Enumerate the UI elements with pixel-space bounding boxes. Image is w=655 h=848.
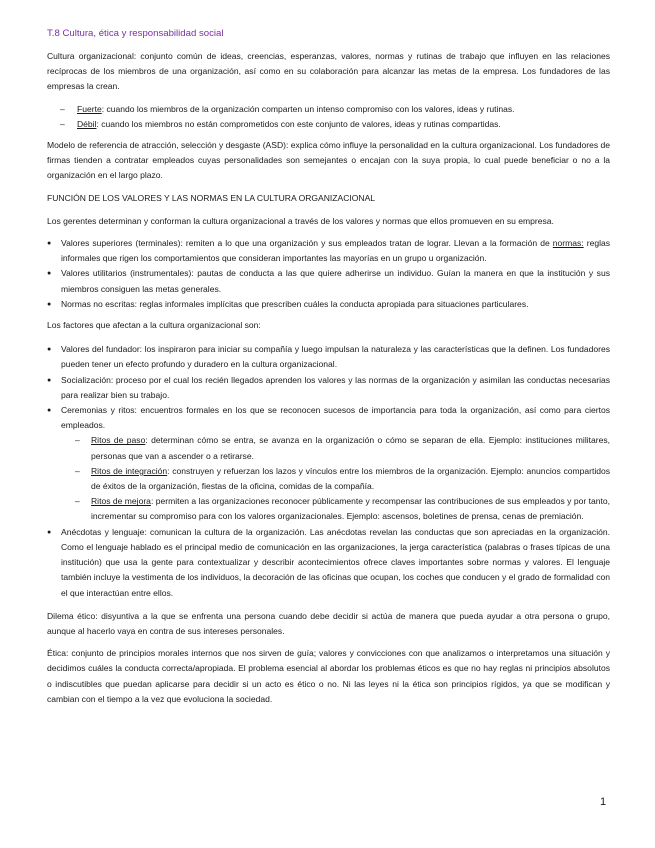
list-item — [61, 494, 610, 524]
definition-text: Ceremonias y ritos: encuentros formales en los que se reconocen sucesos de importancia para toda la organización, así como para ciertos empleados. — [61, 405, 610, 431]
list-item — [47, 236, 610, 266]
managers-paragraph: Los gerentes determinan y conforman la cultura organizacional a través de los valores y normas que ellos promueven en su empresa. — [47, 215, 554, 226]
list-item: ● Socialización: proceso por el cual los recién llegados aprenden los valores y las normas de la organización y asimilan las conductas necesarias para realizar bien su trabajo. — [47, 373, 610, 403]
list-item — [61, 464, 610, 494]
intro-paragraph: Cultura organizacional: conjunto común de ideas, creencias, esperanzas, valores, normas y rutinas de trabajo que influyen en las relaciones recíprocas de los miembros de una organización, así como en su colaboración para alcanzar las metas de la empresa. Los fundadores de las empresas la crean. — [47, 51, 610, 92]
term-norms: normas: — [552, 238, 584, 249]
list-item — [47, 403, 610, 525]
values-list — [47, 236, 610, 312]
term-weak: Débil — [77, 118, 97, 129]
term-strong: Fuerte — [77, 103, 102, 114]
definition-text: reglas informales que rigen los comportamientos que consideran importantes las mayorías en un grupo u organización. — [61, 238, 611, 264]
list-item: ● Valores del fundador: los inspiraron para iniciar su compañía y luego impulsan la naturaleza y las características que la definen. Los fundadores pueden tener un efecto profundo y duradero en la cultura organizacional. — [47, 342, 610, 372]
rites-list — [61, 433, 610, 524]
list-item — [47, 102, 610, 117]
definition-text: : determinan cómo se entra, se avanza en la organización o cómo se separan de ella. Ejemplo: instituciones militares, personas que van a ascender o a retirarse. — [91, 435, 610, 461]
factors-list — [47, 342, 610, 600]
list-item — [47, 117, 610, 132]
culture-types-list — [47, 102, 610, 132]
section-heading: FUNCIÓN DE LOS VALORES Y LAS NORMAS EN LA CULTURA ORGANIZACIONAL — [47, 192, 376, 203]
term-rites-integration: Ritos de integración — [91, 465, 168, 476]
term-rites-passage: Ritos de paso — [91, 435, 146, 446]
list-item — [61, 433, 610, 463]
asd-paragraph: Modelo de referencia de atracción, selección y desgaste (ASD): explica cómo influye la personalidad en la cultura organizacional. Los fundadores de firmas tienden a contratar empleados cuyas personalidades son semejantes o encajan con la suya propia, lo cual puede beneficiar o no a la organización en el largo plazo. — [47, 140, 610, 181]
dilemma-paragraph: Dilema ético: disyuntiva a la que se enfrenta una persona cuando debe decidir si actúa de manera que pueda ayudar a otra persona o grupo, aunque al hacerlo vaya en contra de sus intereses personales. — [47, 610, 610, 636]
definition-text: : cuando los miembros de la organización comparten un intenso compromiso con los valores, ideas y rutinas. — [101, 103, 515, 114]
page-number: 1 — [600, 796, 607, 808]
ethics-paragraph: Ética: conjunto de principios morales internos que nos sirven de guía; valores y convicciones con que analizamos o interpretamos una situación y decidimos cuáles la conducta correcta/apropiada. El problema esencial al abordar los problemas éticos es que no hay reglas ni principios absolutos o indiscutibles que puedan aplicarse para decidir si un acto es ético o no. Ni las leyes ni la ética son principios rígidos, ya que se modifican y cambian con el tiempo a la vez que evoluciona la sociedad. — [47, 648, 610, 704]
list-item: ● Anécdotas y lenguaje: comunican la cultura de la organización. Las anécdotas revelan las conductas que son apreciadas en la organización. Como el lenguaje hablado es el principal medio de comunicación en las organizaciones, la jerga característica (palabras o frases típicas de una institución) que usa la gente para contextualizar y describir acontecimientos ofrece claves importantes sobre normas y valores. El lenguaje también incluye la vestimenta de los individuos, la decoración de las oficinas que ocupan, los coches que conducen y el grado de formalidad con el que interactúan entre ellos. — [47, 525, 610, 601]
term-rites-improvement: Ritos de mejora — [91, 496, 151, 507]
document-page — [47, 28, 610, 714]
page-title: T.8 Cultura, ética y responsabilidad social — [47, 28, 224, 39]
definition-text: : cuando los miembros no están comprometidos con este conjunto de valores, ideas y rutinas compartidas. — [96, 118, 501, 129]
list-item: ● Normas no escritas: reglas informales implícitas que prescriben cuáles la conducta apropiada para situaciones particulares. — [47, 297, 610, 312]
list-item: ● Valores utilitarios (instrumentales): pautas de conducta a las que quiere adherirse un individuo. Guían la manera en que la institución y sus miembros consiguen las metas generales. — [47, 266, 610, 296]
factors-intro: Los factores que afectan a la cultura organizacional son: — [47, 320, 261, 331]
definition-text: : construyen y refuerzan los lazos y vínculos entre los miembros de la organización. Ejemplo: anuncios compartidos de éxitos de la organización, fiestas de la oficina, comidas de la compañía. — [91, 465, 610, 492]
definition-text: Valores superiores (terminales): remiten a lo que una organización y sus empleados tratan de lograr. Llevan a la formación de — [61, 238, 553, 249]
definition-text: : permiten a las organizaciones reconocer públicamente y recompensar las contribuciones de sus empleados y por tanto, incrementar su compromiso para con los valores organizacionales. Ejemplo: ascensos, boletines de prensa, cenas de premiación. — [91, 496, 610, 522]
